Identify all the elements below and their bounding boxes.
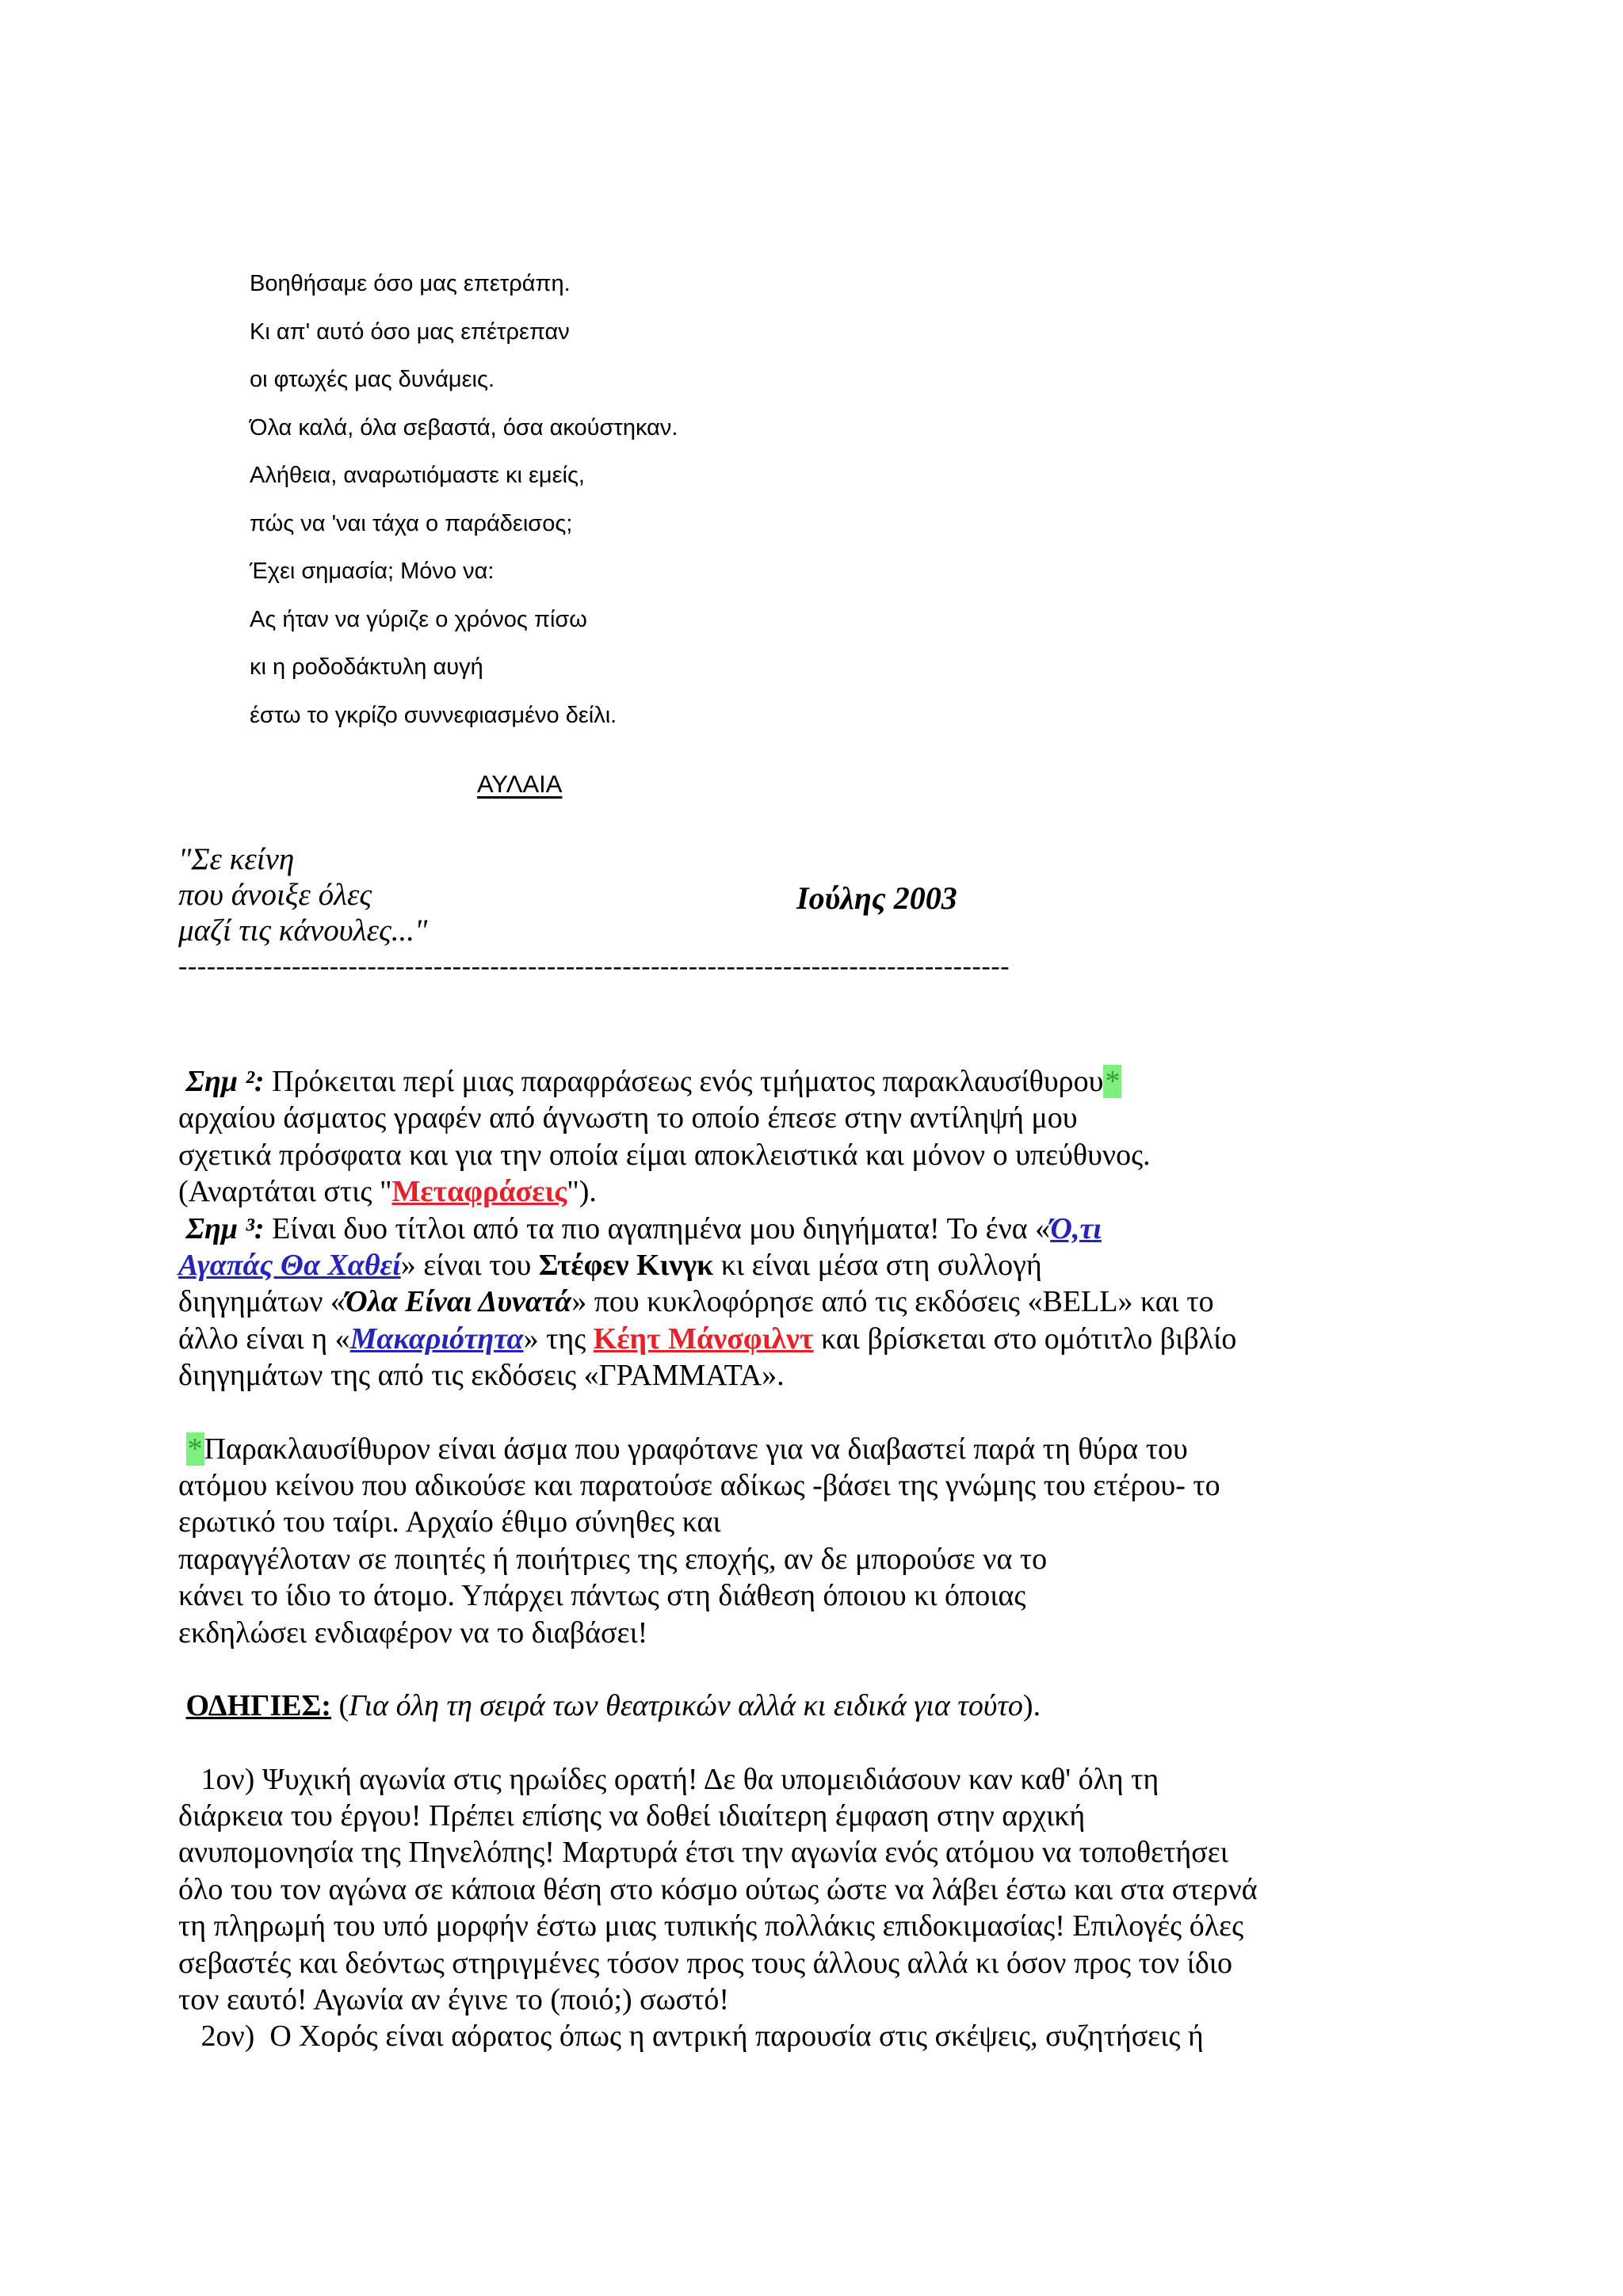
star-note-line-1 <box>178 1431 1478 1467</box>
separator-line: ---------------------------------------------------------------------------------------- <box>178 952 1010 981</box>
translations-link[interactable]: Μεταφράσεις <box>391 1175 567 1209</box>
star-note-line-2: ατόμου κείνου που αδικούσε και παρατούσε αδίκως -βάσει της γνώμης του ετέρου- το <box>178 1469 1220 1503</box>
poem-line: οι φτωχές μας δυνάμεις. <box>250 367 495 392</box>
note-3-text: » είναι του <box>400 1249 539 1283</box>
instructions-paren: ). <box>1022 1689 1041 1723</box>
star-note-line-5: κάνει το ίδιο το άτομο. Υπάρχει πάντως στη διάθεση όποιου κι όποιας <box>178 1579 1026 1613</box>
note-2-line-1 <box>178 1063 1478 1100</box>
instructions-line: διάρκεια του έργου! Πρέπει επίσης να δοθεί ιδιαίτερη έμφαση στην αρχική <box>178 1798 1086 1833</box>
author-mansfield-link[interactable]: Κέητ Μάνσφιλντ <box>593 1322 814 1356</box>
note-2-line-4 <box>178 1173 1478 1210</box>
spacer <box>178 1651 1478 1688</box>
poem-line: κι η ροδοδάκτυλη αυγή <box>250 654 483 680</box>
poem-line: Ας ήταν να γύριζε ο χρόνος πίσω <box>250 606 587 632</box>
notes-section <box>178 1063 1478 2055</box>
asterisk-marker: * <box>1105 1065 1121 1098</box>
story-link-1a[interactable]: Ό,τι <box>1050 1211 1102 1245</box>
curtain-heading: ΑΥΛΑΙΑ <box>477 770 563 798</box>
dedication-line-1 <box>178 841 427 877</box>
spacer <box>178 1394 1478 1431</box>
poem-line: Όλα καλά, όλα σεβαστά, όσα ακούστηκαν. <box>250 414 678 441</box>
dedication <box>178 841 427 948</box>
note-3-line-4 <box>178 1321 1478 1357</box>
note-3-text: κι είναι μέσα στη συλλογή <box>713 1249 1042 1283</box>
author-stephen-king: Στέφεν Κινγκ <box>538 1249 714 1283</box>
note-3-line-5: διηγημάτων της από τις εκδόσεις «ΓΡΑΜΜΑΤΑ». <box>178 1359 785 1393</box>
star-note-line-4: παραγγέλοταν σε ποιητές ή ποιήτριες της εποχής, αν δε μπορούσε να το <box>178 1542 1048 1576</box>
note-2-text: (Αναρτάται στις " <box>178 1175 392 1209</box>
instructions-subtitle: Για όλη τη σειρά των θεατρικών αλλά κι ειδικά για τούτο <box>349 1689 1023 1723</box>
note-3-text: άλλο είναι η « <box>178 1322 350 1356</box>
note-3-label: Σημ ³: <box>185 1211 265 1245</box>
instructions-paren: ( <box>330 1689 349 1723</box>
spacer <box>178 1725 1478 1761</box>
note-3-text: διηγημάτων « <box>178 1285 346 1319</box>
instructions-line: τον εαυτό! Αγωνία αν έγινε το (ποιό;) σωστό! <box>178 1982 730 2016</box>
note-3-line-1 <box>178 1211 1478 1247</box>
poem-line: Βοηθήσαμε όσο μας επετράπη. <box>250 271 571 296</box>
poem-line: έστω το γκρίζο συννεφιασμένο δείλι. <box>250 702 617 728</box>
story-link-2[interactable]: Μακαριότητα <box>349 1322 524 1356</box>
dedication-line-3: μαζί τις κάνουλες..." <box>178 913 428 948</box>
note-3-line-2 <box>178 1247 1478 1283</box>
note-3-text: και βρίσκεται στο ομότιτλο βιβλίο <box>813 1322 1237 1356</box>
star-note-line-3: ερωτικό του ταίρι. Αρχαίο έθιμο σύνηθες και <box>178 1505 721 1539</box>
open-quote-text: "Σε κείνη <box>178 842 295 876</box>
poem-line: Αλήθεια, αναρωτιόμαστε κι εμείς, <box>250 463 585 488</box>
instructions-line: 1ον) Ψυχική αγωνία στις ηρωίδες ορατή! Δε θα υπομειδιάσουν καν καθ' όλη τη <box>178 1762 1159 1796</box>
instructions-line: σεβαστές και δεόντως στηριγμένες τόσον προς τους άλλους αλλά κι όσον προς τον ίδιο <box>178 1946 1232 1980</box>
poem-line: πώς να 'ναι τάχα ο παράδεισος; <box>250 510 573 536</box>
note-3-text: » της <box>523 1322 594 1356</box>
instructions-line: ανυπομονησία της Πηνελόπης! Μαρτυρά έτσι την αγωνία ενός ατόμου να τοποθετήσει <box>178 1836 1228 1870</box>
note-3-text: Είναι δυο τίτλοι από τα πιο αγαπημένα μου διηγήματα! Το ένα « <box>264 1211 1051 1245</box>
note-2-label: Σημ ²: <box>185 1065 265 1098</box>
date-text: Ιούλης 2003 <box>796 880 957 916</box>
note-2-line-3: σχετικά πρόσφατα και για την οποία είμαι αποκλειστικά και μόνον ο υπεύθυνος. <box>178 1138 1151 1172</box>
note-3-line-3 <box>178 1283 1478 1320</box>
star-note-text: Παρακλαυσίθυρον είναι άσμα που γραφότανε για να διαβαστεί παρά τη θύρα του <box>204 1432 1188 1466</box>
note-2-line-2: αρχαίου άσματος γραφέν από άγνωστη το οποίο έπεσε στην αντίληψή μου <box>178 1101 1078 1135</box>
asterisk-marker: * <box>187 1432 203 1466</box>
note-3-text: » που κυκλοφόρησε από τις εκδόσεις «BELL» και το <box>571 1285 1214 1319</box>
instructions-heading <box>178 1688 1478 1724</box>
poem-block <box>250 260 678 739</box>
note-2-text: Πρόκειται περί μιας παραφράσεως ενός τμήματος παρακλαυσίθυρου <box>264 1065 1104 1098</box>
instructions-label: ΟΔΗΓΙΕΣ: <box>185 1689 331 1723</box>
story-link-1b[interactable]: Αγαπάς Θα Χαθεί <box>178 1249 401 1283</box>
dedication-line-2: που άνοιξε όλες <box>178 878 372 912</box>
poem-line: Κι απ' αυτό όσο μας επέτρεπαν <box>250 318 570 345</box>
star-note-line-6: εκδηλώσει ενδιαφέρον να το διαβάσει! <box>178 1615 648 1650</box>
instructions-line: όλο του τον αγώνα σε κάποια θέση στο κόσμο ούτως ώστε να λάβει έστω και στα στερνά <box>178 1872 1258 1906</box>
poem-line: Έχει σημασία; Μόνο να: <box>250 559 495 584</box>
instructions-line: 2ον) Ο Χορός είναι αόρατος όπως η αντρική παρουσία στις σκέψεις, συζητήσεις ή <box>178 2019 1204 2054</box>
book-title: Όλα Είναι Δυνατά <box>345 1285 572 1319</box>
instructions-line: τη πληρωμή του υπό μορφήν έστω μιας τυπικής πολλάκις επιδοκιμασίας! Επιλογές όλες <box>178 1909 1244 1943</box>
note-2-text: "). <box>567 1175 597 1209</box>
